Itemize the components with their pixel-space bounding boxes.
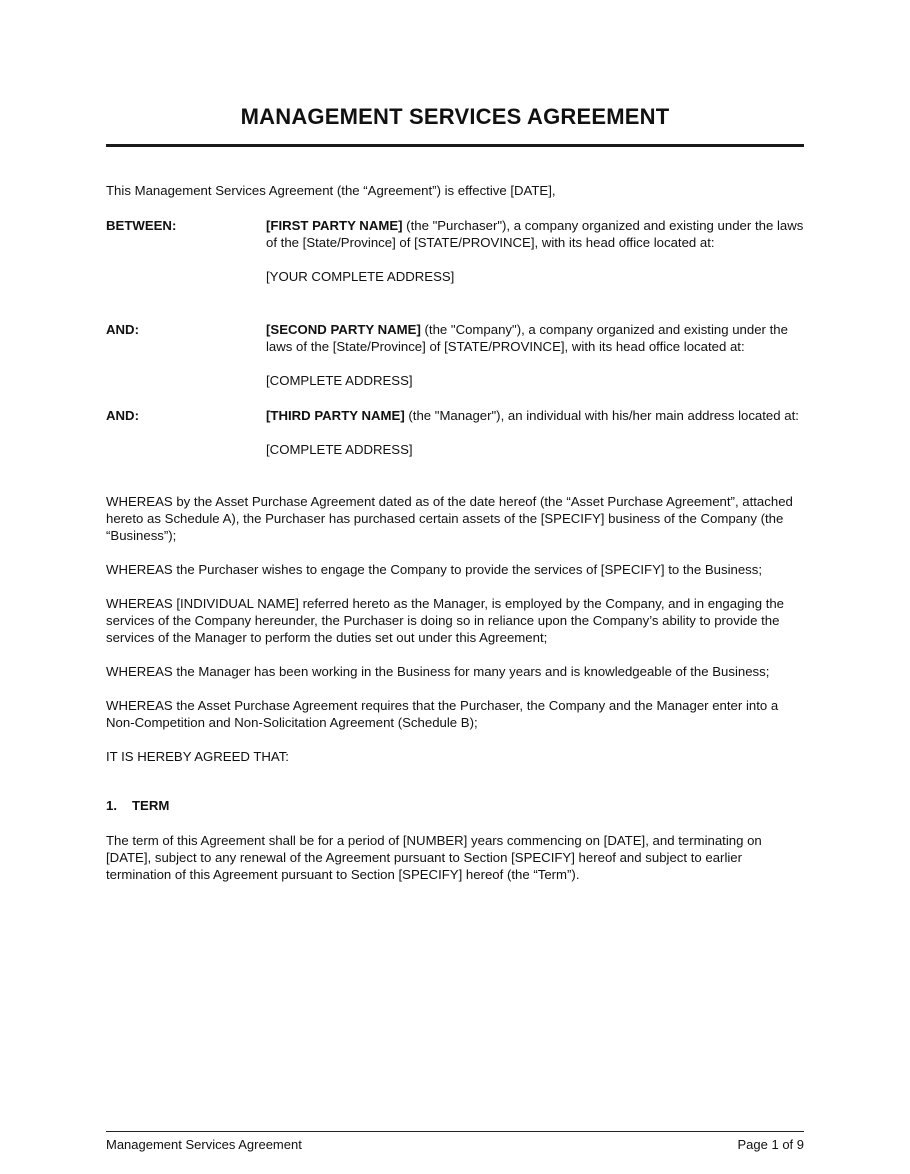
intro-paragraph: This Management Services Agreement (the “Agreement”) is effective [DATE], (106, 183, 556, 198)
recital-paragraph: WHEREAS the Purchaser wishes to engage the Company to provide the services of [SPECIFY] to the Business; (106, 562, 763, 577)
recital-paragraph: WHEREAS the Asset Purchase Agreement requires that the Purchaser, the Company and the Manager enter into a Non-Competition and Non-Solicitation Agreement (Schedule B); (106, 698, 779, 730)
document-body (106, 182, 804, 883)
party-address: [YOUR COMPLETE ADDRESS] (266, 269, 455, 284)
party-description (266, 321, 804, 355)
party-third (106, 407, 804, 458)
recital-paragraph: WHEREAS the Manager has been working in the Business for many years and is knowledgeable of the Business; (106, 664, 770, 679)
party-label: BETWEEN: (106, 218, 177, 233)
footer-document-name: Management Services Agreement (106, 1137, 302, 1152)
party-details: (the "Purchaser"), a company organized and existing under the laws of the [State/Province] of [STATE/PROVINCE], with its head office located at: (266, 218, 804, 250)
party-description (266, 407, 804, 424)
party-details: (the "Manager"), an individual with his/her main address located at: (404, 408, 799, 423)
party-address: [COMPLETE ADDRESS] (266, 373, 413, 388)
party-description (266, 217, 804, 251)
document-title: MANAGEMENT SERVICES AGREEMENT (240, 104, 670, 129)
party-label: AND: (106, 322, 139, 337)
party-name: [FIRST PARTY NAME] (266, 218, 403, 233)
recital-paragraph: WHEREAS by the Asset Purchase Agreement dated as of the date hereof (the “Asset Purchase Agreement”, attached hereto as Schedule A), the Purchaser has purchased certain assets of the [SPECIFY] business of the Company (the “Business”); (106, 494, 793, 543)
title-divider (106, 144, 804, 147)
page-footer (106, 1137, 804, 1152)
party-name: [SECOND PARTY NAME] (266, 322, 421, 337)
party-name: [THIRD PARTY NAME] (266, 408, 405, 423)
page-number: Page 1 of 9 (737, 1137, 804, 1152)
agreement-clause: IT IS HEREBY AGREED THAT: (106, 749, 289, 764)
party-address: [COMPLETE ADDRESS] (266, 442, 413, 457)
section-text: The term of this Agreement shall be for a period of [NUMBER] years commencing on [DATE], and terminating on [DATE], subject to any renewal of the Agreement pursuant to Section [SPECIFY] hereof and subject to earlier termination of this Agreement pursuant to Section [SPECIFY] hereof (the “Term”). (106, 833, 762, 882)
party-details: (the "Company"), a company organized and existing under the laws of the [State/Province] of [STATE/PROVINCE], with its head office located at: (266, 322, 788, 354)
section-title: TERM (132, 798, 170, 813)
party-label: AND: (106, 408, 139, 423)
footer-divider (106, 1131, 804, 1132)
party-first (106, 217, 804, 285)
section-heading (106, 797, 804, 814)
section-number: 1. (106, 798, 117, 813)
recital-paragraph: WHEREAS [INDIVIDUAL NAME] referred hereto as the Manager, is employed by the Company, and in engaging the services of the Company hereunder, the Purchaser is doing so in reliance upon the Company’s ability to provide the services of the Manager to perform the duties set out under this Agreement; (106, 596, 785, 645)
party-second (106, 321, 804, 389)
